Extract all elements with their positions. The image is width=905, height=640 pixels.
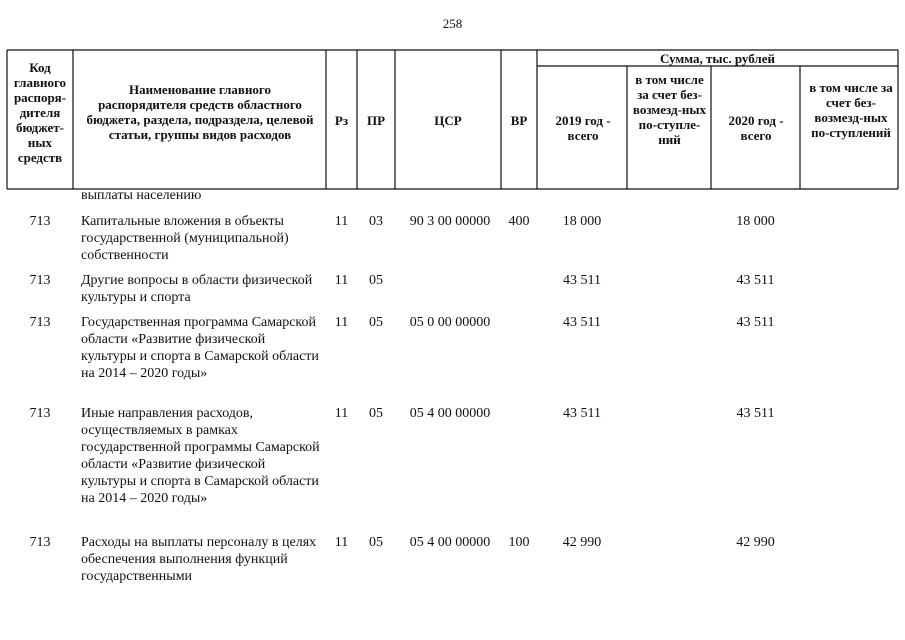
header-rz: Рз: [334, 113, 349, 128]
row-2019: 18 000: [562, 214, 602, 229]
row-name: Государственная программа Самарской области «Развитие физической культуры и спорта в Самарской области на 2014 – 2020 годы»: [81, 315, 319, 381]
row-code: 713: [29, 214, 51, 229]
header-name: Наименование главного распорядителя средств областного бюджета, раздела, подраздела, целевой статьи, группы видов расходов: [86, 82, 314, 142]
page-number: 258: [442, 16, 463, 31]
row-pr: 05: [369, 535, 383, 550]
header-code: Код главного распоря-дителя бюджет-ных средств: [13, 60, 67, 165]
row-rz: 11: [334, 273, 349, 288]
row-rz: 11: [334, 535, 349, 550]
row-pr: 05: [369, 315, 383, 330]
row-2019: 43 511: [563, 315, 601, 330]
row-2020: 42 990: [736, 535, 775, 550]
row-code: 713: [29, 535, 51, 550]
row-code: 713: [29, 273, 51, 288]
row-name: Капитальные вложения в объекты государственной (муниципальной) собственности: [81, 214, 289, 263]
row-pr: 05: [369, 273, 383, 288]
row-name: Расходы на выплаты персоналу в целях обеспечения выполнения функций государственными: [81, 535, 317, 584]
header-grant-2020: в том числе за счет без-возмезд-ных по-ступлений: [809, 80, 893, 140]
header-vr: ВР: [510, 113, 528, 128]
row-2019: 43 511: [563, 406, 601, 421]
row-pr: 03: [369, 214, 383, 229]
row-2019: 43 511: [563, 273, 601, 288]
row-csr: 05 0 00 00000: [409, 315, 491, 330]
row-vr: 100: [508, 535, 530, 550]
row-2020: 43 511: [736, 406, 775, 421]
row-rz: 11: [334, 406, 349, 421]
header-sum-group: Сумма, тыс. рублей: [660, 51, 775, 66]
header-csr: ЦСР: [434, 113, 462, 128]
row-code: 713: [29, 406, 51, 421]
row-2020: 18 000: [736, 214, 775, 229]
row-2019: 42 990: [562, 535, 602, 550]
row-vr: 400: [508, 214, 530, 229]
header-total-2019: 2019 год - всего: [555, 113, 611, 143]
carryover-text: выплаты населению: [81, 188, 202, 203]
row-2020: 43 511: [736, 273, 775, 288]
row-csr: 05 4 00 00000: [409, 406, 491, 421]
row-2020: 43 511: [736, 315, 775, 330]
row-csr: 90 3 00 00000: [409, 214, 491, 229]
row-csr: 05 4 00 00000: [409, 535, 491, 550]
row-name: Иные направления расходов, осуществляемых в рамках государственной программы Самарской области «Развитие физической культуры и спорта в Самарской области на 2014 – 2020 годы»: [81, 406, 320, 506]
row-name: Другие вопросы в области физической культуры и спорта: [81, 273, 313, 305]
row-rz: 11: [334, 315, 349, 330]
header-pr: ПР: [366, 113, 386, 128]
header-total-2020: 2020 год - всего: [728, 113, 784, 143]
row-rz: 11: [334, 214, 349, 229]
header-grant-2019: в том числе за счет без-возмезд-ных по-ступле-ний: [632, 72, 707, 147]
row-code: 713: [29, 315, 51, 330]
row-pr: 05: [369, 406, 383, 421]
